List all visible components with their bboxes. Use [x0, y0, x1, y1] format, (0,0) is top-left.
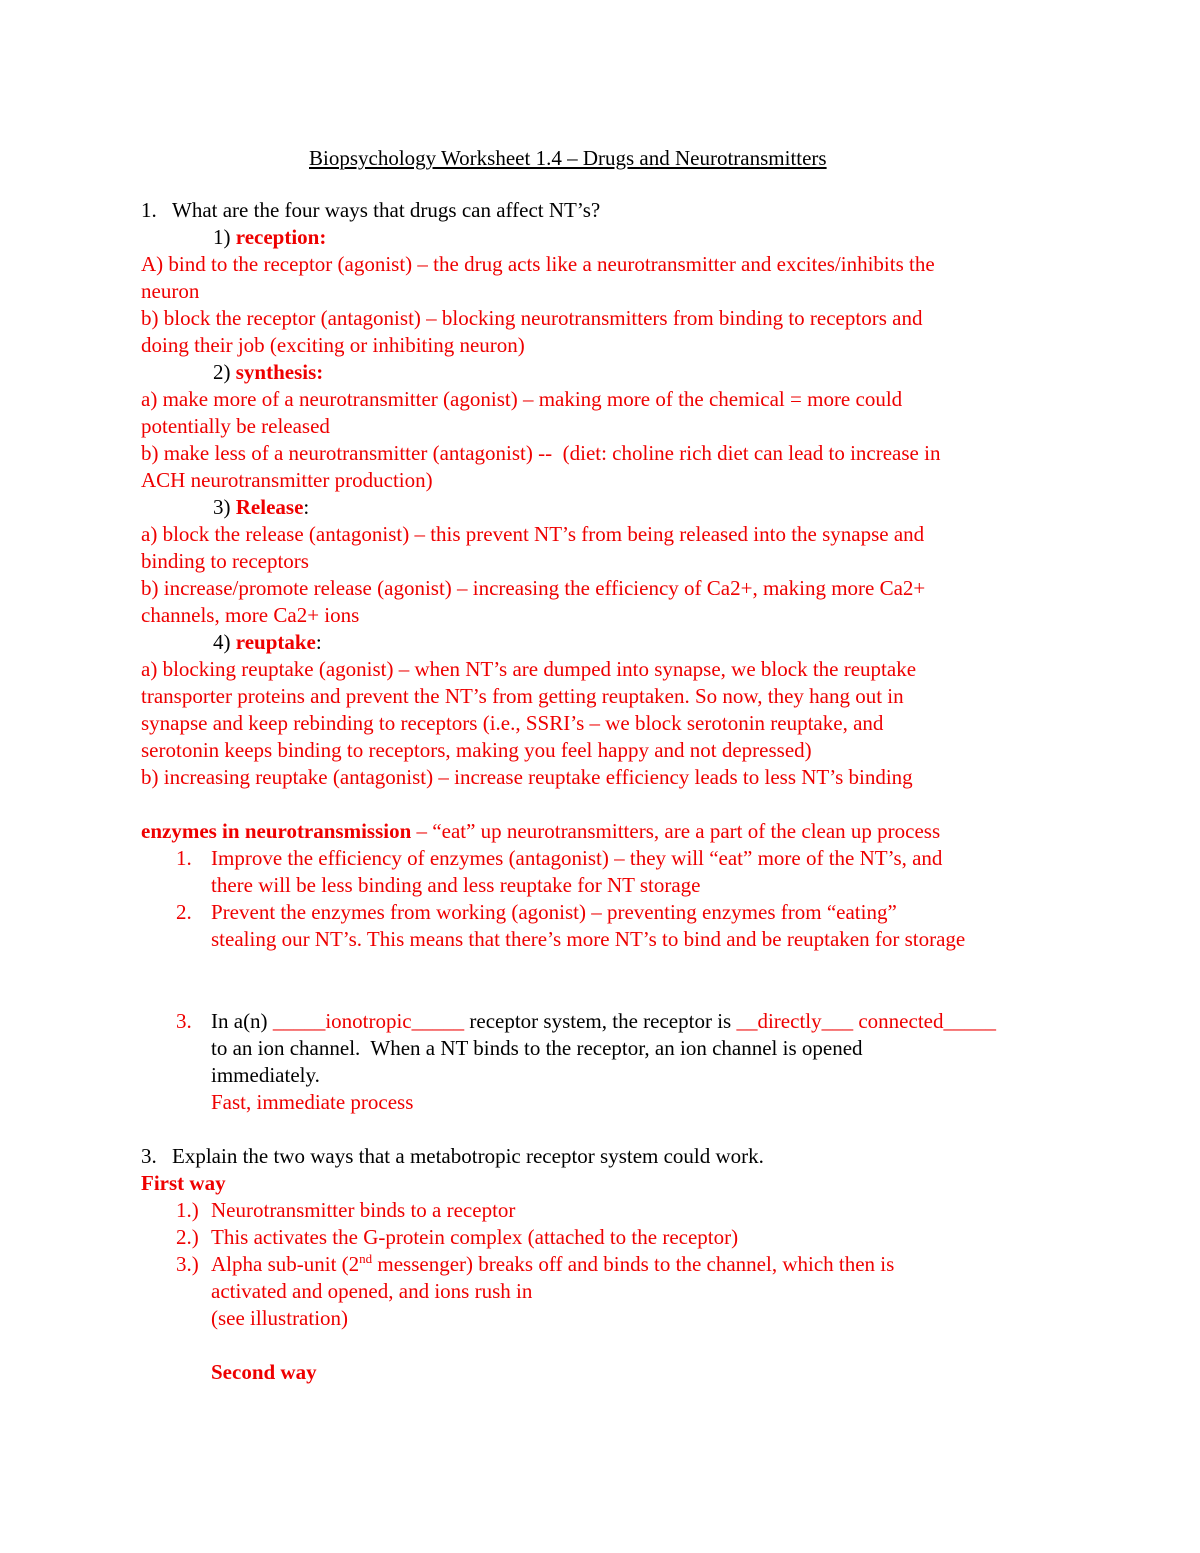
reception-b-line-1: b) block the receptor (antagonist) – blocking neurotransmitters from binding to receptors and — [141, 306, 923, 330]
release-heading: Release — [235, 495, 304, 519]
synthesis-heading-line — [213, 359, 323, 386]
step-2-number: 2.) — [176, 1225, 199, 1249]
release-a-line-1: a) block the release (antagonist) – this prevent NT’s from being released into the synapse and — [141, 522, 925, 546]
step-3-line-1 — [211, 1251, 894, 1278]
release-b-line-2: channels, more Ca2+ ions — [141, 603, 360, 627]
release-heading-line — [213, 494, 309, 521]
synthesis-number: 2) — [213, 360, 236, 384]
question-1-text: What are the four ways that drugs can affect NT’s? — [172, 198, 601, 222]
reuptake-heading-line — [213, 629, 322, 656]
enzymes-item-1-number: 1. — [176, 846, 192, 870]
ionotropic-answer-blank: _____ionotropic_____ — [272, 1009, 465, 1033]
reception-heading: reception: — [235, 225, 327, 249]
synthesis-a-line-1: a) make more of a neurotransmitter (agonist) – making more of the chemical = more could — [141, 387, 903, 411]
synthesis-heading: synthesis: — [235, 360, 324, 384]
first-way-heading: First way — [141, 1171, 226, 1195]
reuptake-colon: : — [315, 630, 322, 654]
page-title: Biopsychology Worksheet 1.4 – Drugs and Neurotransmitters — [309, 146, 827, 170]
ionotropic-question-line-3: immediately. — [211, 1063, 320, 1087]
reception-a-line-2: neuron — [141, 279, 200, 303]
step-3-suffix: messenger) breaks off and binds to the channel, which then is — [372, 1252, 895, 1276]
enzymes-item-1-line-2: there will be less binding and less reuptake for NT storage — [211, 873, 701, 897]
release-b-line-1: b) increase/promote release (agonist) – increasing the efficiency of Ca2+, making more Ca2+ — [141, 576, 926, 600]
release-a-line-2: binding to receptors — [141, 549, 309, 573]
reuptake-number: 4) — [213, 630, 236, 654]
second-way-heading: Second way — [211, 1360, 317, 1384]
ionotropic-question-number: 3. — [176, 1009, 192, 1033]
question-3-text: Explain the two ways that a metabotropic receptor system could work. — [172, 1144, 764, 1168]
enzymes-heading: enzymes in neurotransmission — [141, 819, 412, 843]
synthesis-a-line-2: potentially be released — [141, 414, 330, 438]
reuptake-b-line-1: b) increasing reuptake (antagonist) – increase reuptake efficiency leads to less NT’s binding — [141, 765, 913, 789]
step-3-prefix: Alpha sub-unit (2 — [211, 1252, 360, 1276]
reuptake-a-line-2: transporter proteins and prevent the NT’s from getting reuptaken. So now, they hang out in — [141, 684, 904, 708]
enzymes-line — [141, 818, 940, 845]
step-2-text: This activates the G-protein complex (attached to the receptor) — [211, 1225, 739, 1249]
ionotropic-question-middle: receptor system, the receptor is — [464, 1009, 737, 1033]
question-1-number: 1. — [141, 198, 157, 222]
enzymes-item-2-line-1: Prevent the enzymes from working (agonist) – preventing enzymes from “eating” — [211, 900, 897, 924]
ionotropic-question-line-1 — [211, 1008, 996, 1035]
reuptake-a-line-3: synapse and keep rebinding to receptors (i.e., SSRI’s – we block serotonin reuptake, and — [141, 711, 884, 735]
synthesis-b-line-2: ACH neurotransmitter production) — [141, 468, 433, 492]
synthesis-b-line-1: b) make less of a neurotransmitter (antagonist) -- (diet: choline rich diet can lead to increase in — [141, 441, 941, 465]
enzymes-item-2-number: 2. — [176, 900, 192, 924]
question-3-number: 3. — [141, 1144, 157, 1168]
enzymes-item-2-line-2: stealing our NT’s. This means that there’s more NT’s to bind and be reuptaken for storage — [211, 927, 966, 951]
ionotropic-question-prefix: In a(n) — [211, 1009, 273, 1033]
step-3-line-3: (see illustration) — [211, 1306, 349, 1330]
step-1-number: 1.) — [176, 1198, 199, 1222]
reception-b-line-2: doing their job (exciting or inhibiting neuron) — [141, 333, 525, 357]
step-3-superscript: nd — [359, 1251, 373, 1266]
step-1-text: Neurotransmitter binds to a receptor — [211, 1198, 516, 1222]
reception-number: 1) — [213, 225, 236, 249]
reception-a-line-1: A) bind to the receptor (agonist) – the drug acts like a neurotransmitter and excites/inhibits the — [141, 252, 935, 276]
directly-connected-answer-blank: __directly___ connected_____ — [736, 1009, 996, 1033]
reuptake-heading: reuptake — [235, 630, 316, 654]
enzymes-description: – “eat” up neurotransmitters, are a part of the clean up process — [411, 819, 941, 843]
enzymes-item-1-line-1: Improve the efficiency of enzymes (antagonist) – they will “eat” more of the NT’s, and — [211, 846, 943, 870]
release-colon: : — [303, 495, 310, 519]
release-number: 3) — [213, 495, 236, 519]
step-3-number: 3.) — [176, 1252, 199, 1276]
step-3-line-2: activated and opened, and ions rush in — [211, 1279, 533, 1303]
reception-heading-line — [213, 224, 326, 251]
ionotropic-answer: Fast, immediate process — [211, 1090, 414, 1114]
reuptake-a-line-1: a) blocking reuptake (agonist) – when NT’s are dumped into synapse, we block the reuptake — [141, 657, 917, 681]
ionotropic-question-line-2: to an ion channel. When a NT binds to the receptor, an ion channel is opened — [211, 1036, 863, 1060]
reuptake-a-line-4: serotonin keeps binding to receptors, making you feel happy and not depressed) — [141, 738, 812, 762]
